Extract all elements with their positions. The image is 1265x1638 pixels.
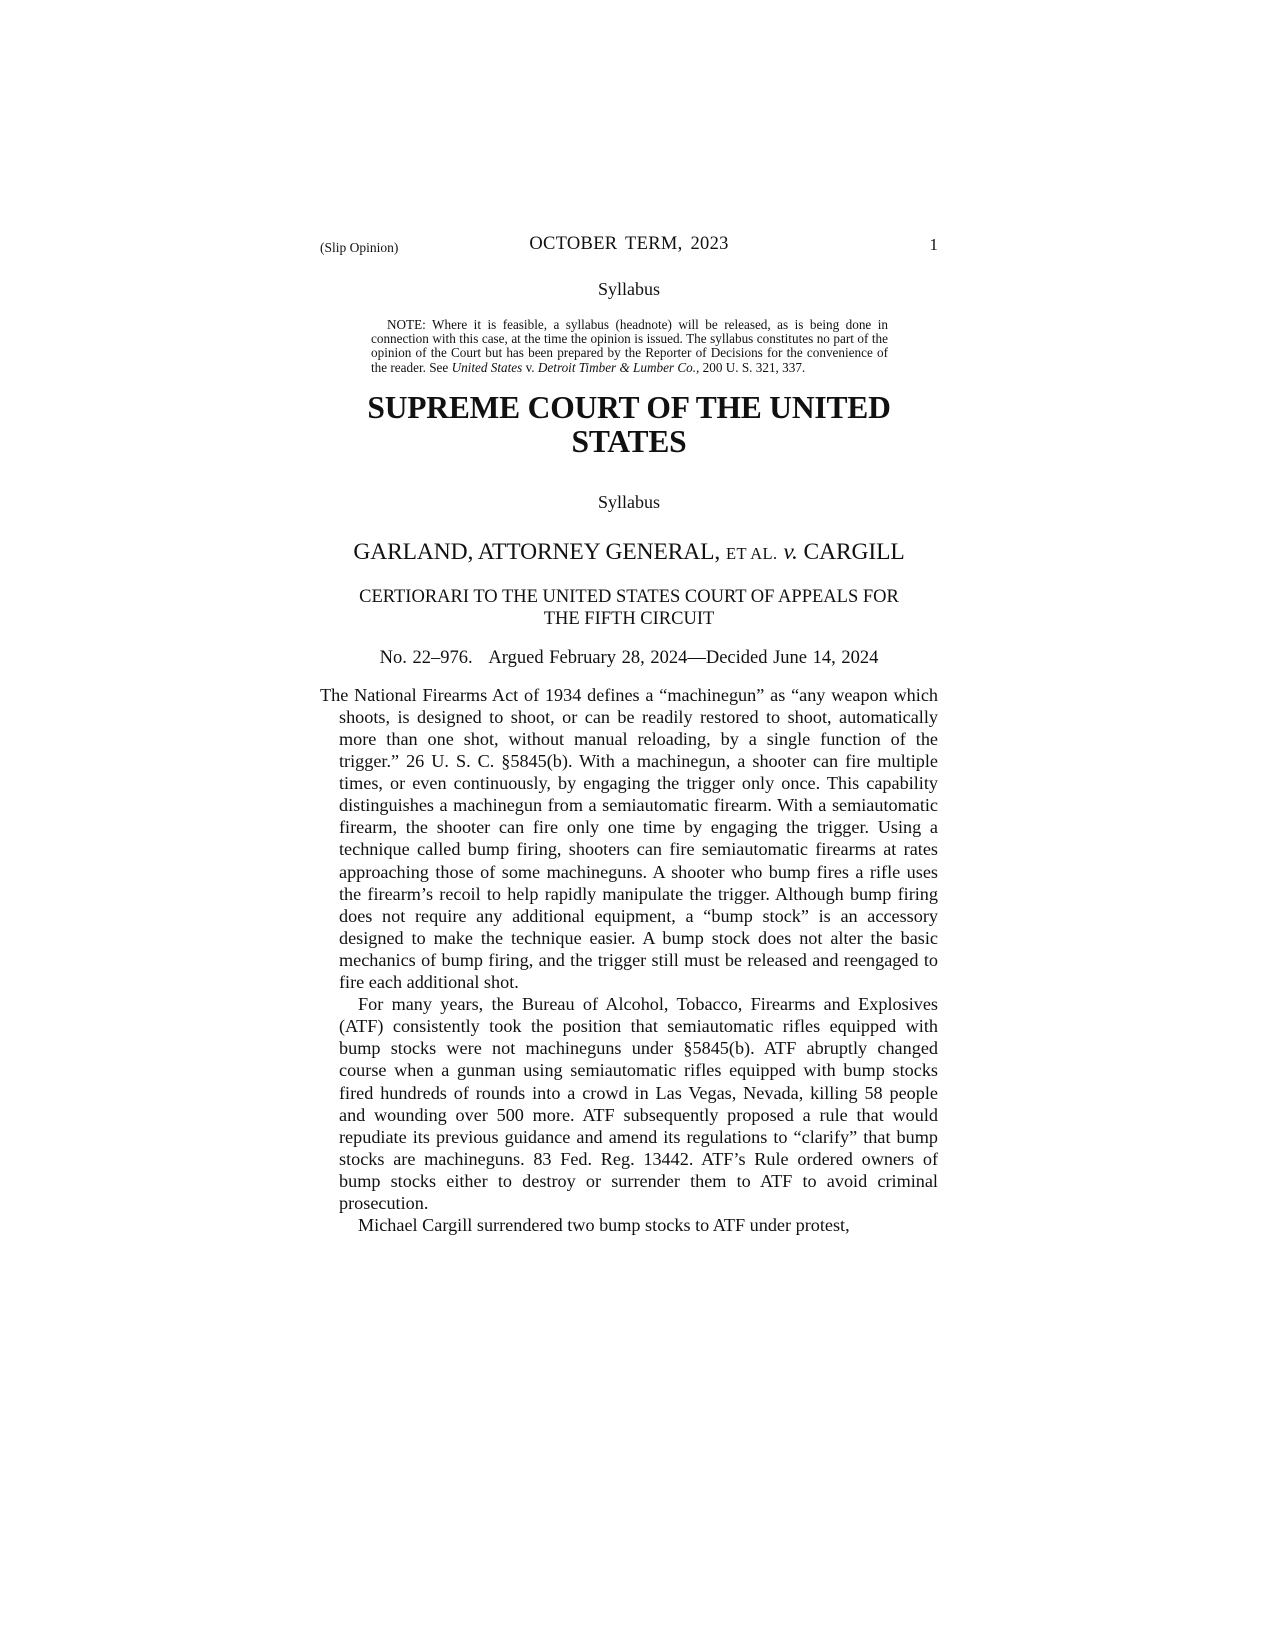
paragraph-3: Michael Cargill surrendered two bump stocks to ATF under protest, bbox=[358, 1215, 850, 1236]
syllabus-body bbox=[320, 684, 938, 1236]
syllabus-subheading: Syllabus bbox=[597, 491, 660, 512]
et-al-label: ET AL. bbox=[725, 543, 778, 563]
case-caption bbox=[320, 539, 938, 566]
slip-opinion-label: (Slip Opinion) bbox=[320, 240, 399, 255]
paragraph-2: For many years, the Bureau of Alcohol, Tobacco, Firearms and Explosives (ATF) consistently took the position that semiautomatic rifles equipped with bump stocks were not machineguns under §5845(b). ATF abruptly changed course when a gunman using semiautomatic rifles equipped with bump stocks fired hundreds of rounds into a crowd in Las Vegas, Nevada, killing 58 people and wounding over 500 more. ATF subsequently proposed a rule that would repudiate its previous guidance and amend its regulations to “clarify” that bump stocks are machineguns. 83 Fed. Reg. 13442. ATF’s Rule ordered owners of bump stocks either to destroy or surrender them to ATF to avoid criminal prosecution. bbox=[339, 994, 938, 1213]
note-case-party-2: Detroit Timber & Lumber Co., bbox=[537, 359, 700, 375]
versus-label: v. bbox=[783, 538, 798, 565]
page-number: 1 bbox=[929, 235, 938, 254]
certiorari-heading bbox=[320, 586, 938, 630]
docket-line: No. 22–976. Argued February 28, 2024—Decided June 14, 2024 bbox=[379, 647, 879, 668]
reporter-note bbox=[371, 318, 888, 375]
respondent-name: CARGILL bbox=[803, 538, 905, 565]
note-versus: v. bbox=[522, 359, 538, 375]
opinion-page bbox=[320, 232, 938, 1236]
certiorari-line-2: THE FIFTH CIRCUIT bbox=[543, 608, 715, 629]
petitioner-name: GARLAND, ATTORNEY GENERAL, bbox=[353, 538, 726, 565]
term-heading: OCTOBER TERM, 2023 bbox=[529, 234, 729, 254]
court-title: SUPREME COURT OF THE UNITED STATES bbox=[367, 389, 891, 459]
note-citation: 200 U. S. 321, 337. bbox=[699, 359, 806, 375]
page-header bbox=[320, 232, 938, 262]
syllabus-heading: Syllabus bbox=[597, 279, 660, 299]
note-case-party-1: United States bbox=[451, 359, 523, 375]
paragraph-1: The National Firearms Act of 1934 defines a “machinegun” as “any weapon which shoots, is designed to shoot, or can be readily restored to shoot, automatically more than one shot, without manual reloading, by a single function of the trigger.” 26 U. S. C. §5845(b). With a machinegun, a shooter can fire multiple times, or even continuously, by engaging the trigger only once. This capability distinguishes a machinegun from a semiautomatic firearm. With a semiautomatic firearm, the shooter can fire only one time by engaging the trigger. Using a technique called bump firing, shooters can fire semiautomatic firearms at rates approaching those of some machineguns. A shooter who bump fires a rifle uses the firearm’s recoil to help rapidly manipulate the trigger. Although bump firing does not require any additional equipment, a “bump stock” is an accessory designed to make the technique easier. A bump stock does not alter the basic mechanics of bump firing, and the trigger still must be released and reengaged to fire each additional shot. bbox=[320, 684, 938, 993]
certiorari-line-1: CERTIORARI TO THE UNITED STATES COURT OF APPEALS FOR bbox=[359, 586, 899, 607]
note-text: NOTE: Where it is feasible, a syllabus (headnote) will be released, as is being done in connection with this case, at the time the opinion is issued. The syllabus constitutes no part of the opinion of the Court but has been prepared by the Reporter of Decisions for the convenience of the reader. See bbox=[371, 317, 888, 375]
